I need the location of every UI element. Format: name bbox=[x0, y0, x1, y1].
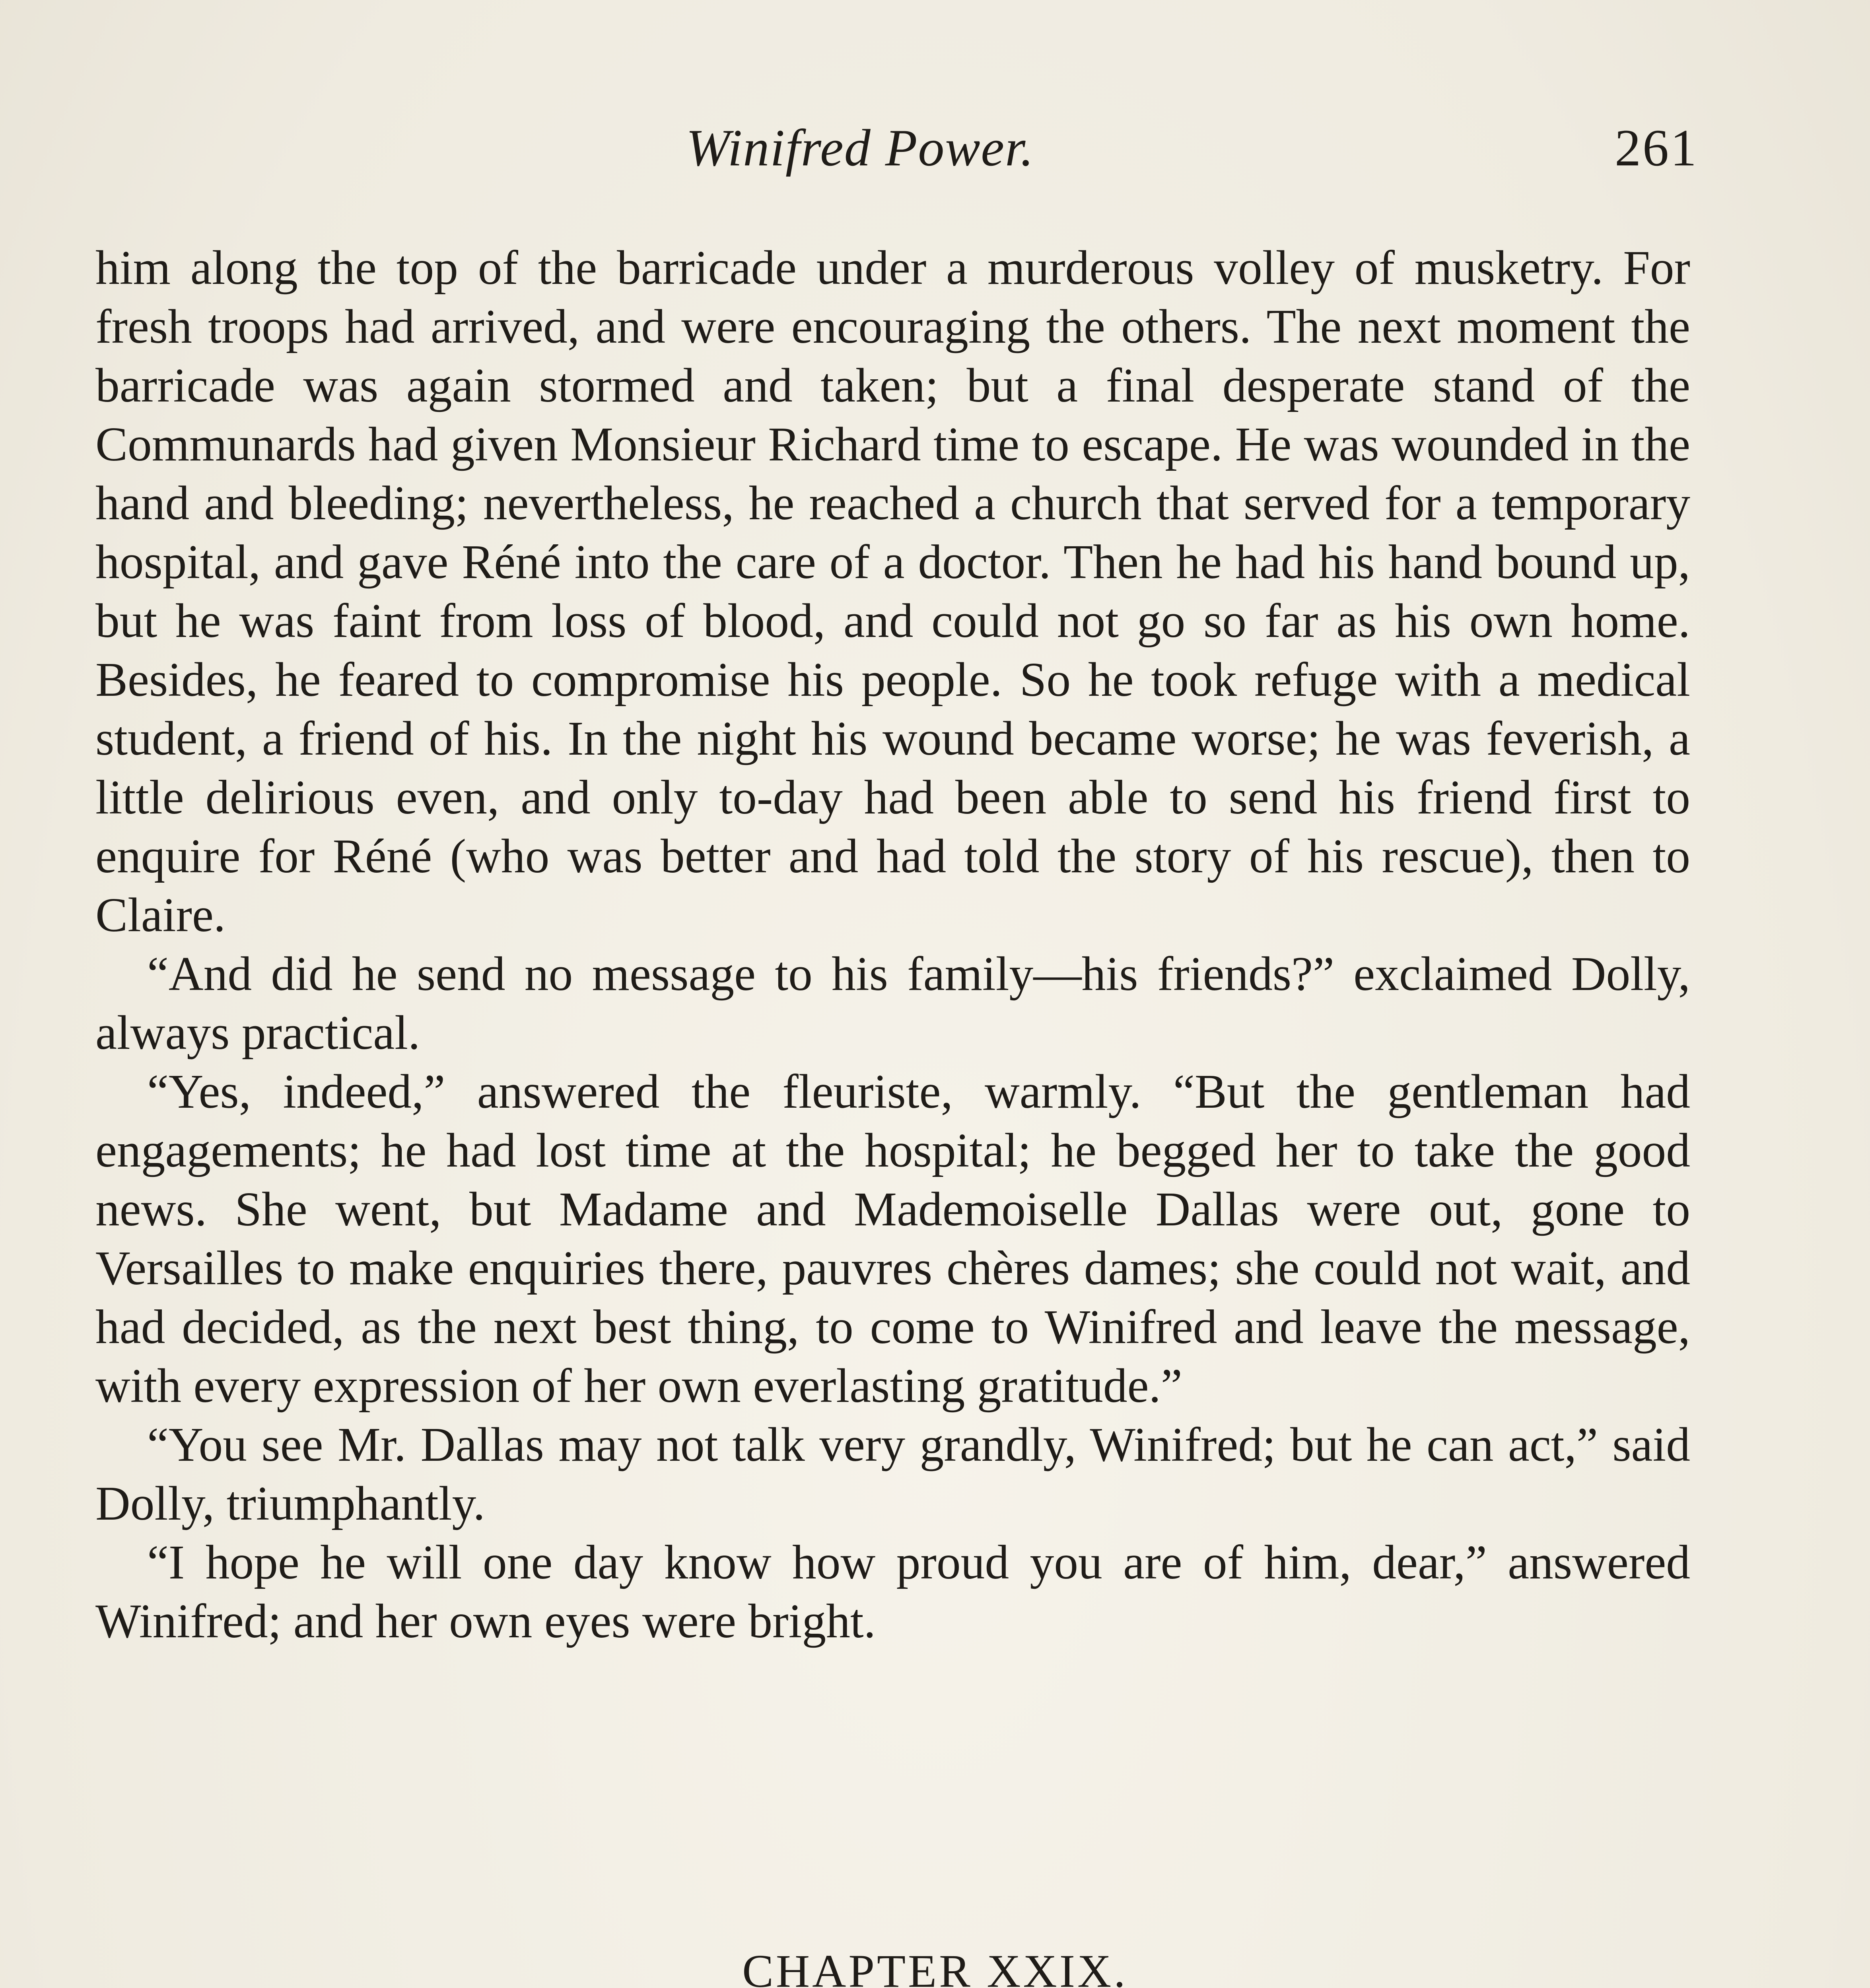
paragraph: “You see Mr. Dallas may not talk very grandly, Winifred; but he can act,” said Dolly, triumphantly. bbox=[95, 1418, 1690, 1530]
chapter-title: CHAPTER XXIX. bbox=[742, 1945, 1128, 1988]
paragraph: “And did he send no message to his family—his friends?” exclaimed Dolly, always practical. bbox=[95, 947, 1690, 1060]
paragraph: him along the top of the barricade under a murderous volley of musketry. For fresh troops had arrived, and were encouraging the others. The next moment the barricade was again stormed and taken; but a final desperate stand of the Communards had given Monsieur Richard time to escape. He was wounded in the hand and bleeding; nevertheless, he reached a church that served for a temporary hospital, and gave Réné into the care of a doctor. Then he had his hand bound up, but he was faint from loss of blood, and could not go so far as his own home. Besides, he feared to compromise his people. So he took refuge with a medical student, a friend of his. In the night his wound became worse; he was feverish, a little delirious even, and only to-day had been able to send his friend first to enquire for Réné (who was better and had told the story of his rescue), then to Claire. bbox=[95, 241, 1690, 942]
page-number: 261 bbox=[1615, 118, 1698, 177]
running-title: Winifred Power. bbox=[686, 118, 1034, 177]
paragraph: “I hope he will one day know how proud you are of him, dear,” answered Winifred; and her own eyes were bright. bbox=[95, 1536, 1690, 1648]
body-text-section-1 bbox=[95, 239, 1690, 1651]
page-header bbox=[686, 117, 1698, 209]
paragraph: “Yes, indeed,” answered the fleuriste, warmly. “But the gentleman had engagements; he had lost time at the hospital; he begged her to take the good news. She went, but Madame and Mademoiselle Dallas were out, gone to Versailles to make enquiries there, pauvres chères dames; she could not wait, and had decided, as the next best thing, to come to Winifred and leave the message, with every expression of her own everlasting gratitude.” bbox=[95, 1065, 1690, 1413]
